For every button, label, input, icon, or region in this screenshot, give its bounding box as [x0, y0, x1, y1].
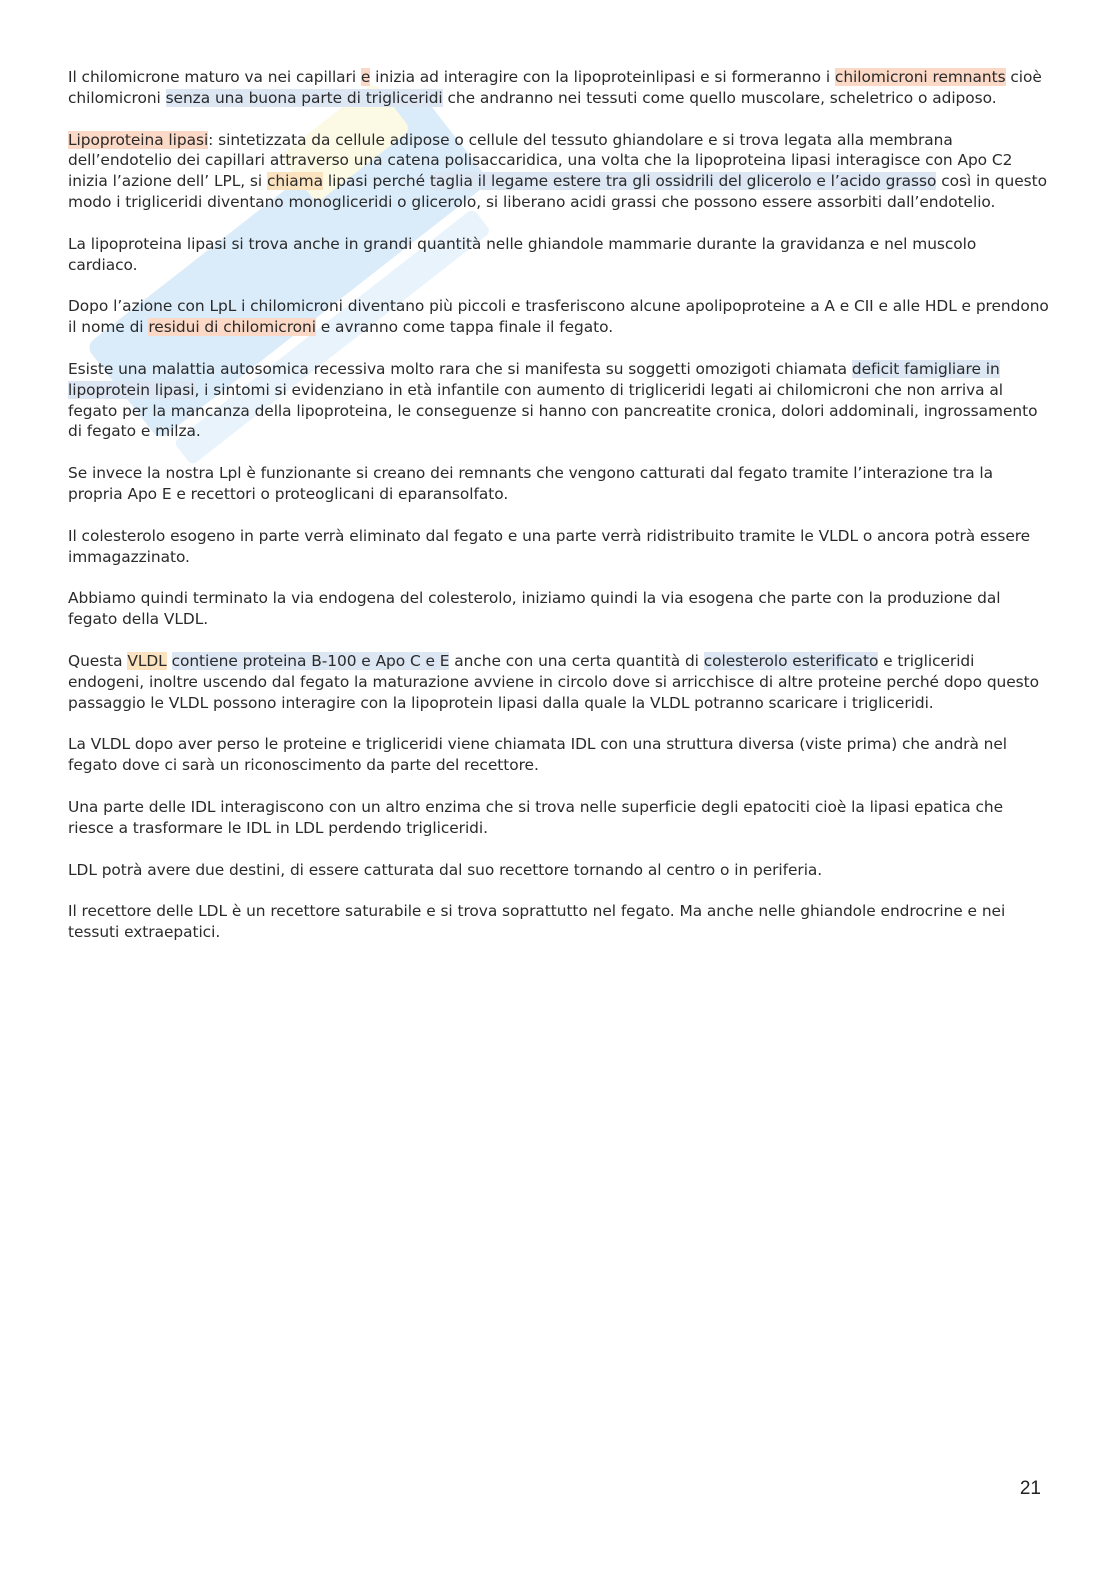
highlighted-text: contiene proteina B-100 e Apo C e E	[171, 651, 450, 670]
paragraph	[68, 296, 1050, 338]
paragraph	[68, 860, 1050, 881]
text-run: Se invece la nostra Lpl è funzionante si creano dei remnants che vengono catturati dal fegato tramite l’interazione tra la propria Apo E e recettori o proteoglicani di eparansolfato.	[68, 464, 994, 503]
highlighted-text: Lipoproteina lipasi	[68, 130, 209, 149]
paragraph	[68, 526, 1050, 568]
highlighted-text: chiama	[266, 172, 324, 191]
text-run: cioè chilomicroni	[68, 68, 1042, 107]
text-run: Abbiamo quindi terminato la via endogena del colesterolo, iniziamo quindi la via esogena che parte con la produzione dal fegato della VLDL.	[68, 589, 1001, 629]
text-run: La VLDL dopo aver perso le proteine e trigliceridi viene chiamata IDL con una struttura diversa (viste prima) che andrà nel fegato dove ci sarà un riconoscimento da parte del recettore.	[68, 735, 1008, 775]
paragraph	[68, 651, 1050, 713]
document-body	[68, 67, 1050, 964]
text-run: e avranno come tappa finale il fegato.	[315, 318, 614, 337]
text-run: La lipoproteina lipasi si trova anche in grandi quantità nelle ghiandole mammarie durante la gravidanza e nel muscolo cardiaco.	[68, 234, 977, 274]
text-run: Questa	[68, 651, 128, 670]
text-run: e trigliceridi endogeni, inoltre uscendo dal fegato la maturazione avviene in circolo dove si arricchisce di altre proteine perché dopo questo passaggio le VLDL possono interagire con la lipoprotein lipasi dalla quale la VLDL potranno scaricare i trigliceridi.	[68, 651, 1039, 712]
highlighted-text: deficit famigliare in lipoprotein lipasi	[68, 359, 1000, 399]
paragraph	[68, 67, 1050, 109]
text-run: : sintetizzata da cellule adipose o cellule del tessuto ghiandolare e si trova legata alla membrana dell’endotelio dei capillari attraverso una catena polisaccaridica, una volta che la lipoproteina lipasi interagisce con Apo C2 inizia l’azione dell’ LPL, si	[68, 130, 1013, 191]
paragraph	[68, 234, 1050, 276]
highlighted-text: VLDL	[127, 651, 167, 670]
paragraph	[68, 734, 1050, 776]
paragraph	[68, 130, 1050, 213]
text-run	[167, 652, 172, 670]
highlighted-text: chilomicroni remnants	[834, 68, 1006, 86]
highlighted-text: colesterolo esterificato	[703, 651, 879, 670]
text-run: inizia ad interagire con la lipoproteinlipasi e si formeranno i	[370, 68, 835, 86]
text-run: LDL potrà avere due destini, di essere catturata dal suo recettore tornando al centro o in periferia.	[68, 860, 823, 879]
paragraph	[68, 359, 1050, 442]
page-number: 21	[1019, 1478, 1041, 1499]
text-run: Una parte delle IDL interagiscono con un altro enzima che si trova nelle superficie degli epatociti cioè la lipasi epatica che riesce a trasformare le IDL in LDL perdendo trigliceridi.	[68, 797, 1004, 837]
text-run: così in questo modo i trigliceridi diventano monogliceridi o glicerolo, si liberano acidi grassi che possono essere assorbiti dall’endotelio.	[68, 172, 1047, 211]
highlighted-text: taglia il legame estere tra gli ossidrili del glicerolo e l’acido grasso	[429, 172, 937, 191]
text-run: Il chilomicrone maturo va nei capillari	[68, 68, 361, 86]
text-run: , i sintomi si evidenziano in età infantile con aumento di trigliceridi legati ai chilomicroni che non arriva al fegato per la mancanza della lipoproteina, le conseguenze si hanno con pancreatite cronica, dolori addominali, ingrossamento di fegato e milza.	[68, 380, 1038, 441]
text-run: lipasi perché	[323, 172, 430, 191]
paragraph	[68, 463, 1050, 505]
text-run: che andranno nei tessuti come quello muscolare, scheletrico o adiposo.	[442, 88, 997, 107]
text-run: Il recettore delle LDL è un recettore saturabile e si trova soprattutto nel fegato. Ma anche nelle ghiandole endrocrine e nei tessuti extraepatici.	[68, 902, 1006, 942]
highlighted-text: residui di chilomicroni	[148, 318, 316, 337]
text-run: Esiste una malattia autosomica recessiva molto rara che si manifesta su soggetti omozigoti chiamata	[68, 359, 852, 378]
paragraph	[68, 901, 1050, 943]
paragraph	[68, 588, 1050, 630]
text-run: anche con una certa quantità di	[449, 651, 704, 670]
highlighted-text: e	[360, 68, 371, 86]
text-run: Il colesterolo esogeno in parte verrà eliminato dal fegato e una parte verrà ridistribuito tramite le VLDL o ancora potrà essere immagazzinato.	[68, 526, 1031, 566]
text-run: Dopo l’azione con LpL i chilomicroni diventano più piccoli e trasferiscono alcune apolipoproteine a A e CII e alle HDL e prendono il nome di	[68, 297, 1049, 337]
paragraph	[68, 797, 1050, 839]
highlighted-text: senza una buona parte di trigliceridi	[165, 88, 443, 107]
